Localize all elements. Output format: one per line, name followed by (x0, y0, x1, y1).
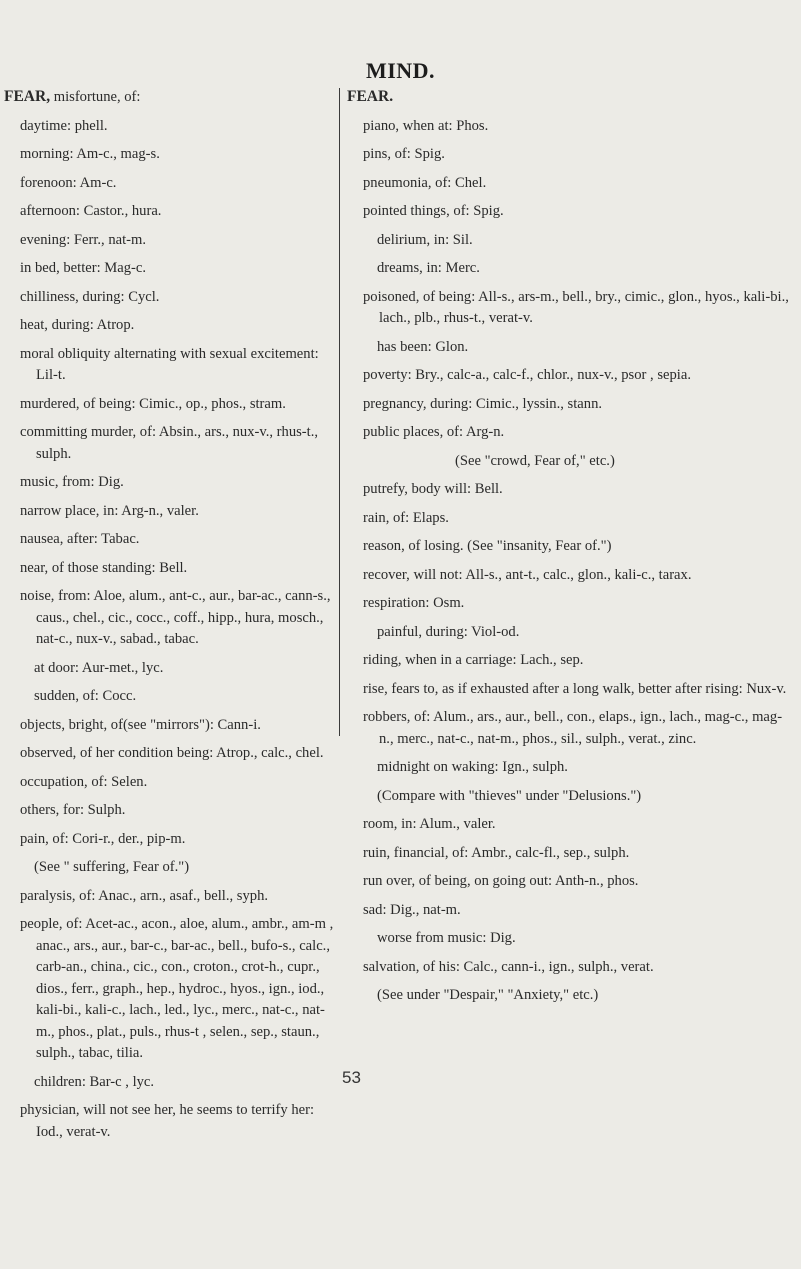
entry-afternoon: afternoon: Castor., hura. (20, 203, 162, 219)
entry-rise: rise, fears to, as if exhausted after a long walk, better after rising: Nux-v. (363, 680, 787, 697)
entry-murdered: murdered, of being: Cimic., op., phos., stram. (20, 395, 286, 412)
entry-putrefy: putrefy, body will: Bell. (363, 481, 503, 497)
entry-pins: pins, of: Spig. (363, 146, 445, 162)
left-heading-line (4, 86, 334, 109)
entry-chilliness: chilliness, during: Cycl. (20, 288, 160, 305)
entry-has-been: has been: Glon. (377, 338, 469, 355)
entry-children: children: Bar-c , lyc. (34, 1073, 155, 1090)
entry-sudden: sudden, of: Cocc. (34, 688, 137, 704)
entry-occupation: occupation, of: Selen. (20, 773, 148, 790)
entry-robbers: robbers, of: Alum., ars., aur., bell., con., elaps., ign., lach., mag-c., mag-n., merc., nat-c., nat-m., phos., sil., sulph., verat., zinc. (363, 709, 783, 747)
entry-poisoned: poisoned, of being: All-s., ars-m., bell., bry., cimic., glon., hyos., kali-bi., lach., plb., rhus-t., verat-v. (363, 288, 789, 326)
entry-public-places-see: (See "crowd, Fear of," etc.) (455, 452, 615, 469)
entry-nausea: nausea, after: Tabac. (20, 531, 140, 547)
entry-in-bed: in bed, better: Mag-c. (20, 260, 147, 276)
right-column (347, 86, 795, 1014)
page-number: 53 (342, 1068, 361, 1087)
entry-objects-bright: objects, bright, of(see "mirrors"): Cann-i. (20, 716, 261, 733)
entry-poverty: poverty: Bry., calc-a., calc-f., chlor., nux-v., psor , sepia. (363, 367, 691, 383)
entry-dreams: dreams, in: Merc. (377, 260, 480, 276)
entry-others: others, for: Sulph. (20, 802, 126, 818)
page-title: MIND. (365, 58, 436, 83)
entry-narrow-place: narrow place, in: Arg-n., valer. (20, 502, 199, 519)
left-heading-rest: misfortune, of: (53, 89, 141, 105)
entry-people: people, of: Acet-ac., acon., aloe, alum., ambr., am-m , anac., ars., aur., bar-c., bar-ac., bell., bufo-s., calc., carb-an., china., cic., con., croton., crot-h., cupr., dios., ferr., graph., hep., hydroc., hyos., ign., iod., kali-bi., kali-c., lach., led., lyc., merc., nat-c., nat-m., phos., plat., puls., rhus-t , selen., sep., staun., sulph., tabac, tilia. (20, 916, 334, 1061)
entry-public-places: public places, of: Arg-n. (363, 424, 505, 440)
entry-forenoon: forenoon: Am-c. (20, 174, 117, 191)
entry-physician: physician, will not see her, he seems to terrify her: Iod., verat-v. (20, 1102, 315, 1140)
entry-pregnancy: pregnancy, during: Cimic., lyssin., stann. (363, 395, 603, 412)
left-column (4, 86, 334, 1150)
entry-morning: morning: Am-c., mag-s. (20, 146, 160, 162)
entry-sad: sad: Dig., nat-m. (363, 901, 461, 918)
entry-pneumonia: pneumonia, of: Chel. (363, 174, 487, 191)
right-heading: FEAR. (347, 88, 394, 105)
entry-room: room, in: Alum., valer. (363, 816, 496, 832)
entry-pointed-things: pointed things, of: Spig. (363, 203, 504, 219)
entry-reason: reason, of losing. (See "insanity, Fear of.") (363, 538, 612, 554)
entry-rain: rain, of: Elaps. (363, 509, 449, 526)
entry-painful: painful, during: Viol-od. (377, 623, 520, 640)
entry-near: near, of those standing: Bell. (20, 559, 188, 576)
entry-respiration: respiration: Osm. (363, 595, 465, 611)
entry-daytime: daytime: phell. (20, 117, 108, 134)
entry-midnight: midnight on waking: Ign., sulph. (377, 759, 568, 775)
entry-compare-thieves: (Compare with "thieves" under "Delusions.") (377, 787, 642, 804)
entry-committing-murder: committing murder, of: Absin., ars., nux-v., rhus-t., sulph. (20, 424, 319, 462)
entry-salvation-see: (See under "Despair," "Anxiety," etc.) (377, 987, 599, 1003)
entry-piano: piano, when at: Phos. (363, 117, 489, 134)
entry-worse-music: worse from music: Dig. (377, 930, 516, 946)
entry-run-over: run over, of being, on going out: Anth-n., phos. (363, 873, 639, 889)
entry-paralysis: paralysis, of: Anac., arn., asaf., bell., syph. (20, 887, 269, 904)
entry-music: music, from: Dig. (20, 474, 124, 490)
entry-salvation: salvation, of his: Calc., cann-i., ign., sulph., verat. (363, 958, 654, 975)
entry-moral-obliquity: moral obliquity alternating with sexual excitement: Lil-t. (20, 345, 319, 383)
entry-recover: recover, will not: All-s., ant-t., calc., glon., kali-c., tarax. (363, 566, 692, 583)
entry-heat: heat, during: Atrop. (20, 317, 135, 333)
entry-observed: observed, of her condition being: Atrop., calc., chel. (20, 745, 324, 761)
entry-at-door: at door: Aur-met., lyc. (34, 659, 164, 676)
entry-delirium: delirium, in: Sil. (377, 231, 473, 248)
entry-pain: pain, of: Cori-r., der., pip-m. (20, 830, 186, 847)
entry-ruin: ruin, financial, of: Ambr., calc-fl., sep., sulph. (363, 844, 630, 861)
left-heading: FEAR, (4, 88, 51, 105)
entry-evening: evening: Ferr., nat-m. (20, 231, 147, 248)
column-divider (339, 88, 340, 736)
entry-riding: riding, when in a carriage: Lach., sep. (363, 652, 584, 668)
right-heading-line (347, 86, 795, 109)
entry-pain-see: (See " suffering, Fear of.") (34, 859, 190, 875)
entry-noise: noise, from: Aloe, alum., ant-c., aur., bar-ac., cann-s., caus., chel., cic., cocc., coff., hipp., hura, mosch., nat-c., nux-v., sabad., tabac. (20, 588, 331, 647)
